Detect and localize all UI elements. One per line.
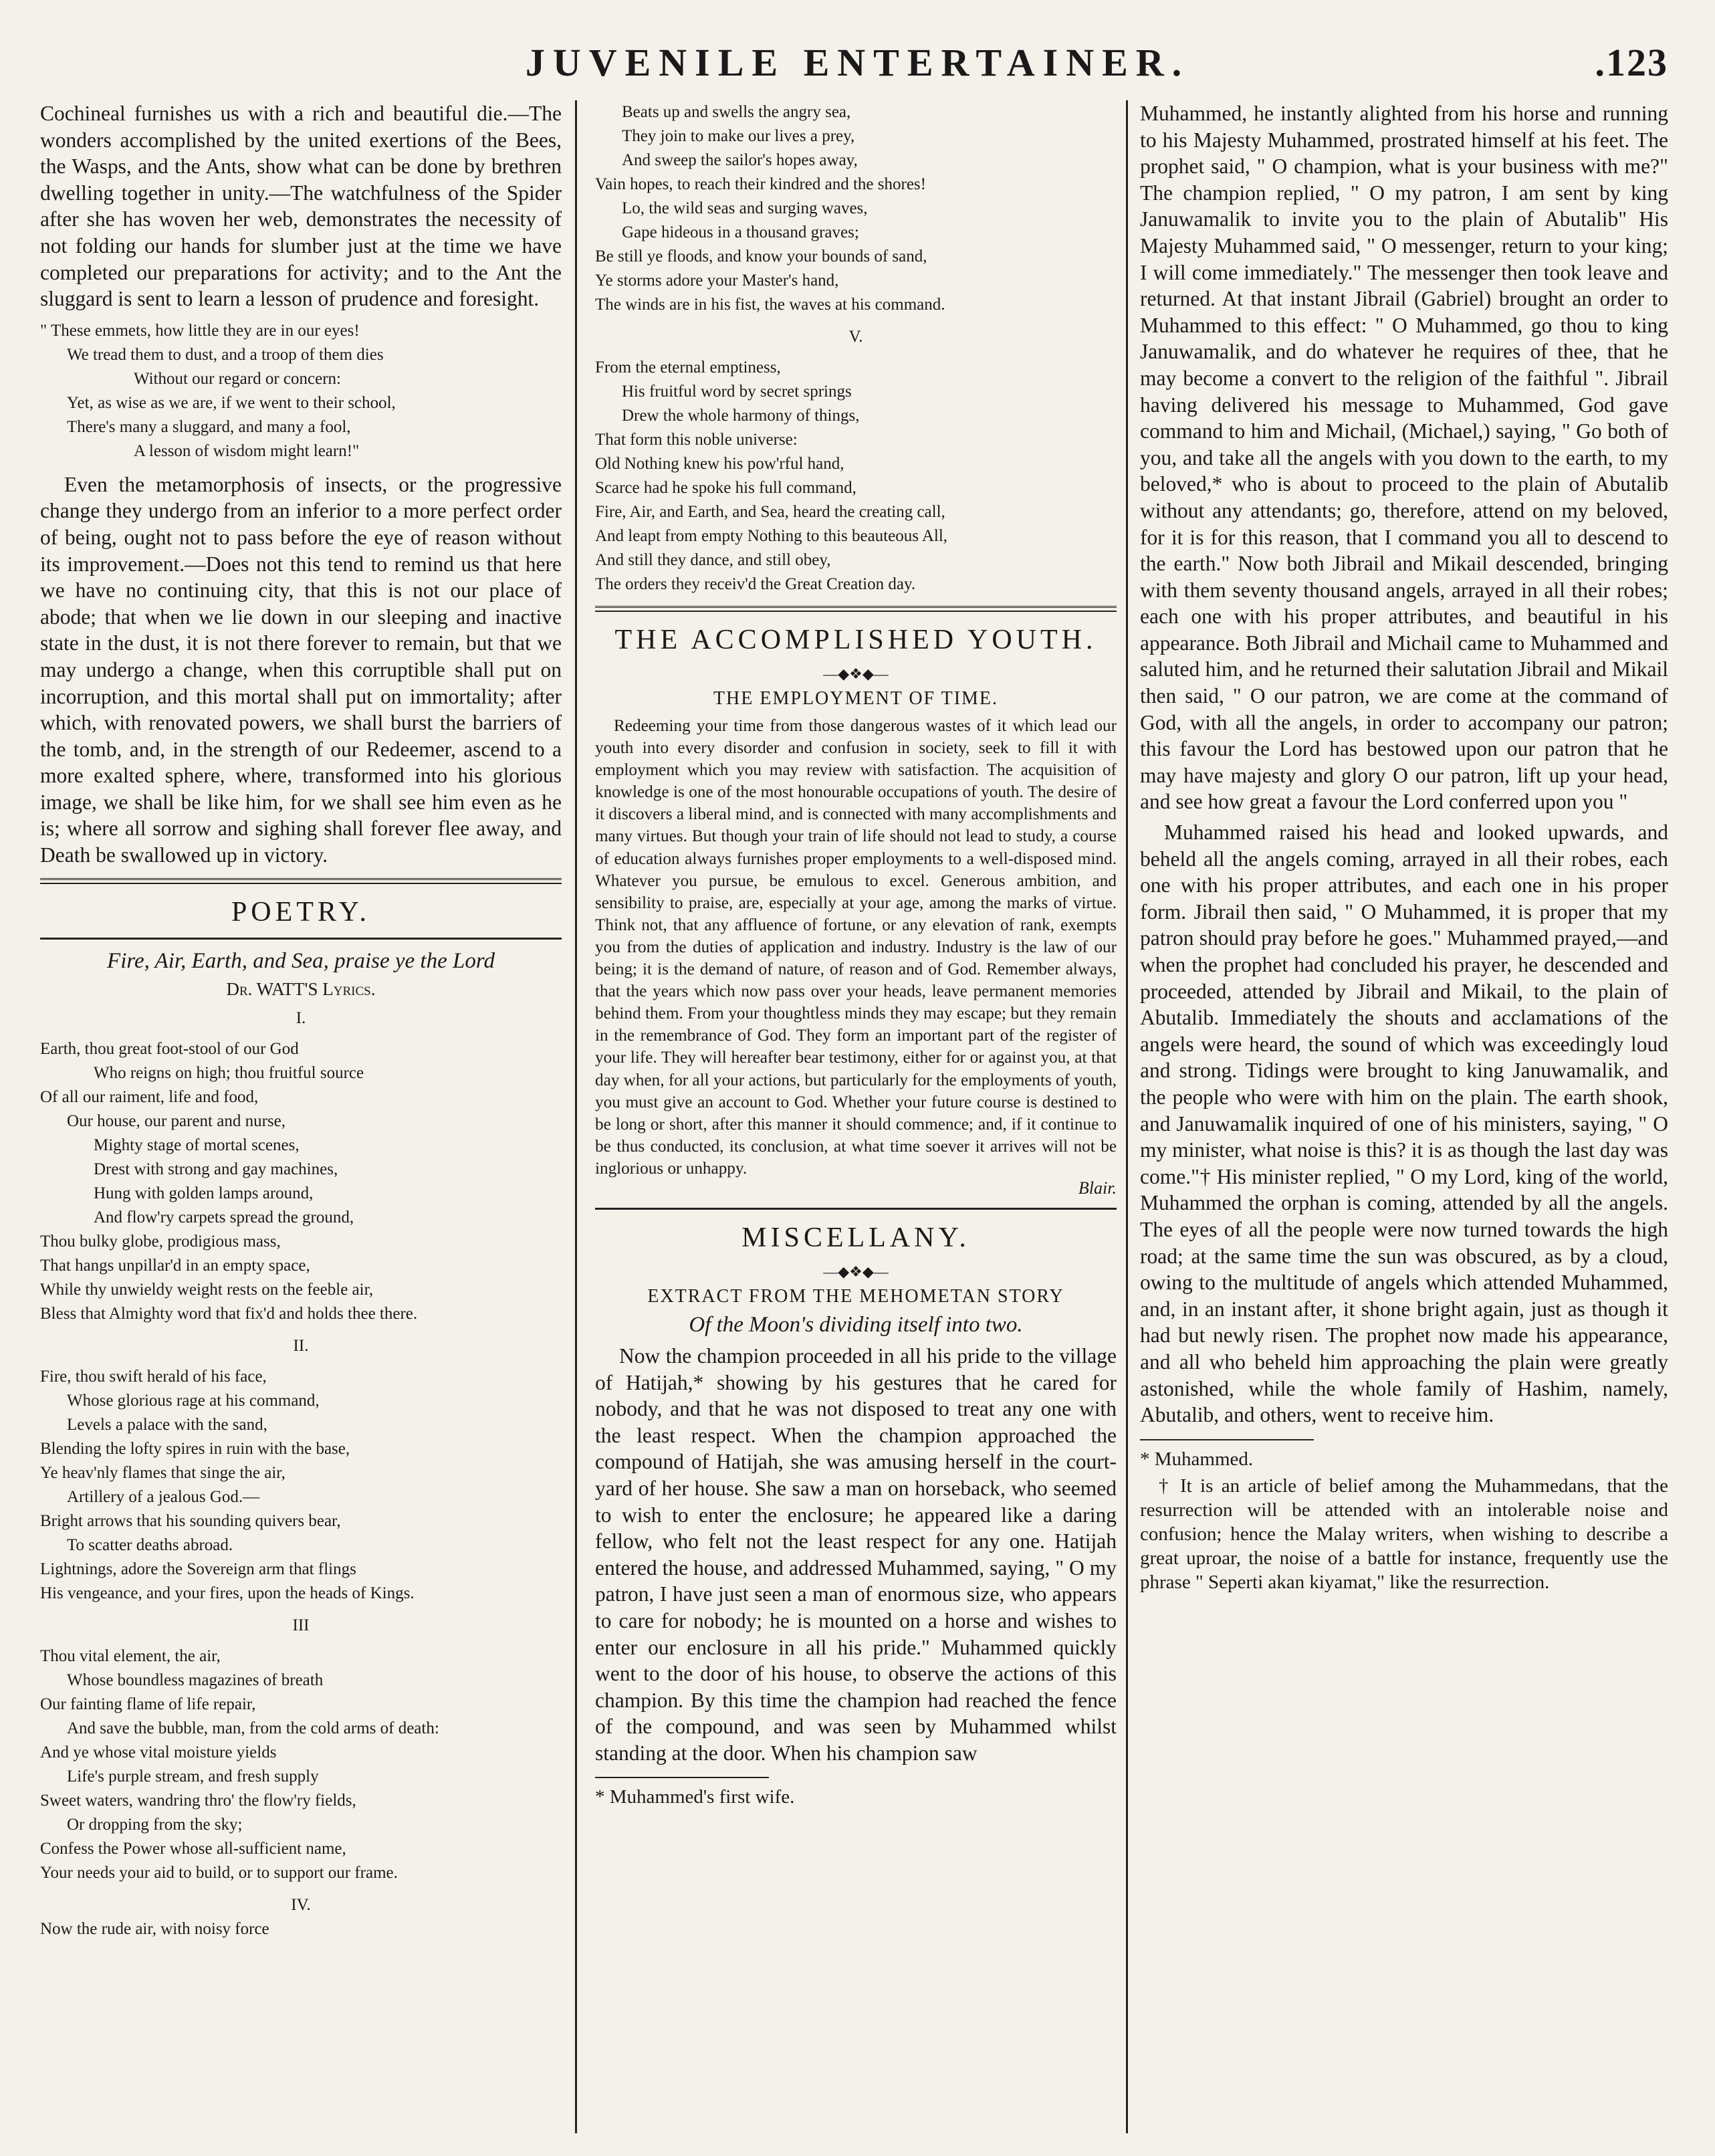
verse-line: Lightnings, adore the Sovereign arm that flings <box>40 1559 356 1578</box>
section-divider <box>595 606 1117 612</box>
page-title: JUVENILE ENTERTAINER. <box>525 41 1190 84</box>
verse-line: And still they dance, and still obey, <box>595 551 831 569</box>
verse-line: Lo, the wild seas and surging waves, <box>622 199 868 217</box>
ornament-icon: —◆❖◆— <box>823 1263 889 1280</box>
mehometan-extract-heading: EXTRACT FROM THE MEHOMETAN STORY <box>647 1285 1064 1307</box>
quote-line: Without our regard or concern: <box>134 369 341 388</box>
stanza-4-rest <box>595 100 1117 317</box>
poetry-heading: POETRY. <box>231 896 371 928</box>
column-2 <box>595 100 1117 2133</box>
stanza-3 <box>40 1644 562 1885</box>
youth-essay: Redeeming your time from those dangerous wastes of it which lead our youth into every disorder and confusion in society, seek to fill it with employment which you may review with satisfaction. The acquisition of knowledge is one of the most honourable occupations of youth. The desire of it discovers a liberal mind, and is connected with many accomplishments and many virtues. But though your train of life should not lead to study, a course of education always furnishes proper employments to a well-disposed mind. Whatever you pursue, be emulous to excel. Generous ambition, and sensibility to praise, are, especially at your age, among the marks of virtue. Think not, that any affluence of fortune, or any elevation of rank, exempts you from the duties of application and industry. Industry is the law of our being; it is the demand of nature, of reason and of God. Remember always, that the years which now pass over your heads, leave permanent memories behind them. From your thoughtless minds they may escape; but they remain in the remembrance of God. They form an important part of the register of your life. They will hereafter bear testimony, either for or against you, at that day when, for all your actions, but particularly for the employments of youth, you must give an account to God. Whether your future course is destined to be long or short, after this manner it should commence; and, if it continue to be thus conducted, its conclusion, at what time soever it arrives will not be inglorious or unhappy. <box>595 717 1117 1178</box>
verse-line: Ye heav'nly flames that singe the air, <box>40 1463 285 1482</box>
verse-line: The winds are in his fist, the waves at his command. <box>595 296 945 314</box>
verse-line: Confess the Power whose all-sufficient name, <box>40 1839 346 1858</box>
quote-line: Yet, as wise as we are, if we went to their school, <box>67 393 396 412</box>
running-head <box>0 40 1715 94</box>
quote-line: There's many a sluggard, and many a fool, <box>67 417 351 436</box>
footnote: * Muhammed. <box>1140 1448 1254 1470</box>
employment-subheading: THE EMPLOYMENT OF TIME. <box>713 688 999 709</box>
stanza-1 <box>40 1037 562 1326</box>
verse-line: Artillery of a jealous God.— <box>67 1487 260 1506</box>
moon-story-subtitle: Of the Moon's dividing itself into two. <box>689 1312 1023 1337</box>
footnote: † It is an article of belief among the Muhammedans, that the resurrection will be attended with an intolerable noise and confusion; hence the Malay writers, when wishing to describe a great uproar, the noise of a battle for instance, frequently use the phrase " Seperti akan kiyamat," like the resurrection. <box>1140 1475 1668 1593</box>
quote-line: A lesson of wisdom might learn!" <box>134 441 360 460</box>
column-rule-left <box>575 100 577 2133</box>
poem-title: Fire, Air, Earth, and Sea, praise ye the Lord <box>107 948 495 973</box>
intro-paragraph: Cochineal furnishes us with a rich and beautiful die.—The wonders accomplished by the united exertions of the Bees, the Wasps, and the Ants, show what can be done by brethren dwelling together in unity.—The watchfulness of the Spider after she has woven her web, demonstrates the necessity of not folding our hands for slumber just at the time we have completed our preparations for activity; and to the Ant the sluggard is sent to learn a lesson of prudence and foresight. <box>40 102 562 311</box>
verse-line: And sweep the sailor's hopes away, <box>622 151 858 169</box>
verse-line: Ye storms adore your Master's hand, <box>595 272 839 290</box>
verse-line: That form this noble universe: <box>595 431 798 449</box>
quote-line: " These emmets, how little they are in our eyes! <box>40 321 360 340</box>
column-1 <box>40 100 562 2133</box>
verse-line: Scarce had he spoke his full command, <box>595 479 856 497</box>
verse-line: Old Nothing knew his pow'rful hand, <box>595 455 844 473</box>
poem-source: Dr. WATT'S Lyrics. <box>226 978 376 999</box>
miscellany-heading: MISCELLANY. <box>741 1222 970 1253</box>
verse-line: Fire, Air, and Earth, and Sea, heard the creating call, <box>595 503 945 521</box>
ornament-icon: —◆❖◆— <box>823 665 889 682</box>
verse-line: Beats up and swells the angry sea, <box>622 103 851 121</box>
verse-line: Bless that Almighty word that fix'd and holds thee there. <box>40 1304 418 1323</box>
stanza-5 <box>595 356 1117 597</box>
footnote: * Muhammed's first wife. <box>595 1786 795 1808</box>
verse-line: That hangs unpillar'd in an empty space, <box>40 1256 310 1275</box>
story-continuation: Muhammed, he instantly alighted from his horse and running to his Majesty Muhammed, prostrated himself at his feet. The prophet said, " O champion, what is your business with me?" The champion replied, " O my patron, I am sent by king Januwamalik to invite you to the plain of Abutalib" His Majesty Muhammed said, " O messenger, return to your king; I will come immediately." The messenger then took leave and returned. At that instant Jibrail (Gabriel) brought an order to Muhammed to this effect: " O Muhammed, go thou to king Januwamalik, and do whatever he requires of thee, that he may become a convert to the religion of the faithful ". Jibrail having delivered his message to Muhammed, God gave command to him and Michail, (Michael,) saying, " Go both of you, and take all the angels with you down to the earth, to my beloved,* who is about to proceed to the plain of Abutalib without any attendants; go, therefore, attend on my beloved, for it is for this reason, that I command you all to descend to the earth." Now both Jibrail and Mikail descended, bringing with them seventy thousand angels, arrayed in all their robes; each one with his proper attributes, and beautiful in his appearance. Both Jibrail and Michail came to Muhammed and saluted him, and he returned their salutation Jibrail and Mikail then said, " O our patron, we are come at the command of God, with all the angels, in order to accompany our patron; this favour the Lord has bestowed upon our patron that he may have majesty and glory O our patron, lift up your head, and see how great a favour the Lord conferred upon you " <box>1140 102 1668 814</box>
verse-line: Or dropping from the sky; <box>67 1815 243 1834</box>
verse-line: And save the bubble, man, from the cold arms of death: <box>67 1719 439 1737</box>
verse-line: Now the rude air, with noisy force <box>40 1919 269 1938</box>
verse-line: While thy unwieldy weight rests on the feeble air, <box>40 1280 374 1299</box>
verse-line: Whose glorious rage at his command, <box>67 1391 320 1410</box>
page-number: .123 <box>1595 41 1668 84</box>
metamorphosis-paragraph: Even the metamorphosis of insects, or the progressive change they undergo from an inferior to a more perfect order of being, ought not to pass before the eye of reason without its improvement.—Does not this tend to remind us that here we have no continuing city, that this is not our place of abode; that when we lie down in our sleeping and inactive state in the dust, it is not there forever to remain, but that we may undergo a change, when this corruptible shall put on incorruption, and this mortal shall put on immortality; after which, with renovated powers, we shall burst the barriers of the tomb, and, in the strength of our Redeemer, ascend to a more exalted sphere, where, transformed into his glorious image, we shall be like him, for we shall see him even as he is; where all sorrow and sighing shall forever flee away, and Death be swallowed up in victory. <box>40 472 562 867</box>
verse-line: Hung with golden lamps around, <box>94 1184 314 1202</box>
stanza-number: I. <box>296 1008 306 1027</box>
verse-line: Blending the lofty spires in ruin with the base, <box>40 1439 350 1458</box>
stanza-number: V. <box>848 328 863 346</box>
footnote-divider <box>595 1777 769 1778</box>
verse-line: Of all our raiment, life and food, <box>40 1087 259 1106</box>
stanza-number: II. <box>293 1336 309 1355</box>
quote-line: We tread them to dust, and a troop of them dies <box>67 345 384 364</box>
verse-line: And leapt from empty Nothing to this beauteous All, <box>595 527 948 545</box>
stanza-4-start <box>40 1917 562 1941</box>
author-signature: Blair. <box>1078 1178 1117 1198</box>
verse-line: Thou bulky globe, prodigious mass, <box>40 1232 281 1251</box>
verse-line: Thou vital element, the air, <box>40 1646 221 1665</box>
verse-line: Life's purple stream, and fresh supply <box>67 1767 319 1786</box>
verse-line: Drew the whole harmony of things, <box>622 407 860 425</box>
stanza-number: III <box>292 1616 310 1634</box>
verse-line: Your needs your aid to build, or to support our frame. <box>40 1863 398 1882</box>
verse-line: His vengeance, and your fires, upon the heads of Kings. <box>40 1584 415 1602</box>
verse-line: Be still ye floods, and know your bounds of sand, <box>595 247 927 265</box>
verse-line: Gape hideous in a thousand graves; <box>622 223 859 241</box>
emmets-quote <box>40 319 562 463</box>
stanza-number: IV. <box>291 1895 311 1914</box>
column-rule-right <box>1126 100 1128 2133</box>
verse-line: The orders they receiv'd the Great Creation day. <box>595 575 916 593</box>
verse-line: Whose boundless magazines of breath <box>67 1670 324 1689</box>
verse-line: Vain hopes, to reach their kindred and the shores! <box>595 175 926 193</box>
stanza-2 <box>40 1365 562 1606</box>
verse-line: They join to make our lives a prey, <box>622 127 855 145</box>
story-paragraph-2: Muhammed raised his head and looked upwards, and beheld all the angels coming, arrayed in all their robes, each one with his proper attributes, and each one in his proper form. Jibrail then said, " O Muhammed, it is proper that my patron should pray before he goes." Muhammed prayed,—and when the prophet had concluded his prayer, he descended and proceeded, attended by Jibrail and Mikail, to the plain of Abutalib. Immediately the shouts and acclamations of the angels were heard, the sound of which was exceedingly loud and strong. Tidings were brought to king Januwamalik, and the people who were with him on the plain. The earth shook, and Januwamalik inquired of one of his ministers, saying, " O my minister, what noise is this? it is as though the last day was come."† His minister replied, " O my Lord, king of the world, Muhammed the orphan is coming, attended by all the angels. The eyes of all the people were now turned towards the high road; at the same time the sun was obscured, as by a cloud, owing to the multitude of angels which attended Muhammed, and, in an instant after, it shone bright again, just as though it had but newly risen. The prophet now made his appearance, and all who beheld him approaching the plain were greatly astonished, while the whole family of Hashim, namely, Abutalib, and others, went to receive him. <box>1140 821 1668 1427</box>
champion-story: Now the champion proceeded in all his pride to the village of Hatijah,* showing by his gestures that he cared for nobody, and that he was not disposed to treat any one with the least respect. When the champion approached the compound of Hatijah, she was amusing herself in the court-yard of her house. She saw a man on horseback, who seemed to wish to enter the enclosure; he appeared like a daring fellow, who felt not the least respect for any one. Hatijah entered the house, and addressed Muhammed, saying, " O my patron, I have just seen a man of enormous size, who appears to care for nobody; he is mounted on a horse and wishes to enter our enclosure in all his pride." Muhammed quickly went to the door of his house, to observe the actions of this champion. By this time the champion had reached the fence of the compound, and was seen by Muhammed whilst standing at the door. When his champion saw <box>595 1343 1117 1765</box>
verse-line: Drest with strong and gay machines, <box>94 1160 338 1178</box>
verse-line: Bright arrows that his sounding quivers bear, <box>40 1511 341 1530</box>
section-divider <box>595 1208 1117 1210</box>
verse-line: Levels a palace with the sand, <box>67 1415 267 1434</box>
verse-line: From the eternal emptiness, <box>595 358 781 376</box>
verse-line: To scatter deaths abroad. <box>67 1535 233 1554</box>
verse-line: Mighty stage of mortal scenes, <box>94 1136 300 1154</box>
footnote-divider <box>1140 1439 1314 1440</box>
verse-line: Who reigns on high; thou fruitful source <box>94 1063 364 1082</box>
verse-line: Our house, our parent and nurse, <box>67 1111 285 1130</box>
verse-line: And flow'ry carpets spread the ground, <box>94 1208 354 1226</box>
column-3 <box>1140 100 1668 2133</box>
section-divider <box>40 878 562 884</box>
verse-line: Our fainting flame of life repair, <box>40 1695 256 1713</box>
verse-line: And ye whose vital moisture yields <box>40 1743 277 1761</box>
verse-line: Fire, thou swift herald of his face, <box>40 1367 267 1386</box>
verse-line: Sweet waters, wandring thro' the flow'ry fields, <box>40 1791 356 1810</box>
verse-line: His fruitful word by secret springs <box>622 383 852 401</box>
verse-line: Earth, thou great foot-stool of our God <box>40 1039 299 1058</box>
accomplished-youth-heading: THE ACCOMPLISHED YOUTH. <box>614 625 1097 655</box>
section-divider <box>40 938 562 940</box>
